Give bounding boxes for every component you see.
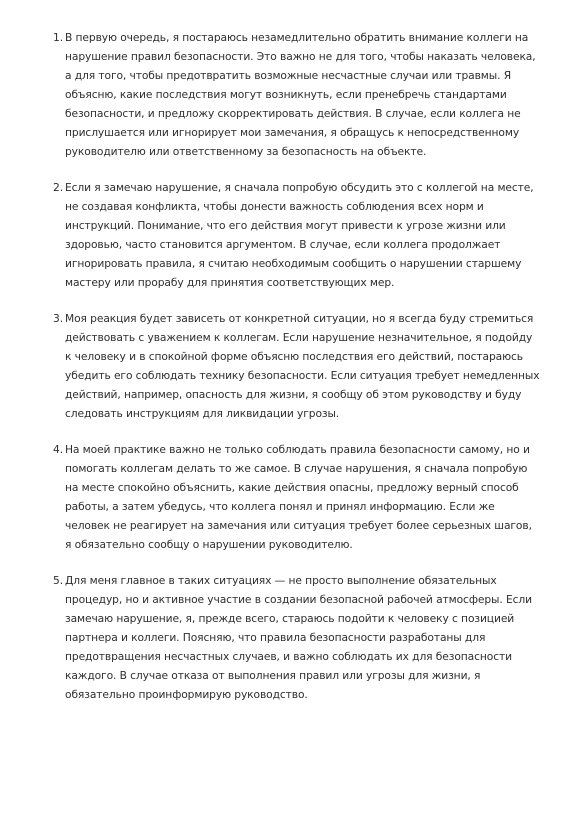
list-item-3 [53,309,541,423]
item-text: На моей практике важно не только соблюдать правила безопасности самому, но и помогать коллегам делать то же самое. В случае нарушения, я сначала попробую на месте спокойно объяснить, какие действия опасны, предложу верный способ работы, а затем убедусь, что коллега понял и принял информацию. Если же человек не реагирует на замечания или ситуация требует более серьезных шагов, я обязательно сообщу о нарушении руководителю. [65,443,532,551]
list-item-1 [53,28,541,161]
list-item-2 [53,178,541,292]
item-number: 4. [53,443,63,456]
item-number: 2. [53,181,63,194]
item-number: 5. [53,574,63,587]
item-text: Если я замечаю нарушение, я сначала попробую обсудить это с коллегой на месте, не создавая конфликта, чтобы донести важность соблюдения всех норм и инструкций. Понимание, что его действия могут привести к угрозе жизни или здоровью, часто становится аргументом. В случае, если коллега продолжает игнорировать правила, я считаю необходимым сообщить о нарушении старшему мастеру или прорабу для принятия соответствующих мер. [65,181,534,289]
list-item-4 [53,440,541,554]
answer-list [53,28,541,721]
item-text: В первую очередь, я постараюсь незамедлительно обратить внимание коллеги на нарушение правил безопасности. Это важно не для того, чтобы наказать человека, а для того, чтобы предотвратить возможные несчастные случаи или травмы. Я объясню, какие последствия могут возникнуть, если пренебречь стандартами безопасности, и предложу скорректировать действия. В случае, если коллега не прислушается или игнорирует мои замечания, я обращусь к непосредственному руководителю или ответственному за безопасность на объекте. [65,31,536,158]
item-text: Моя реакция будет зависеть от конкретной ситуации, но я всегда буду стремиться действовать с уважением к коллегам. Если нарушение незначительное, я подойду к человеку и в спокойной форме объясню последствия его действий, постараюсь убедить его соблюдать технику безопасности. Если ситуация требует немедленных действий, например, опасность для жизни, я сообщу об этом руководству и буду следовать инструкциям для ликвидации угрозы. [65,312,540,420]
item-number: 3. [53,312,63,325]
item-number: 1. [53,31,63,44]
list-item-5 [53,571,541,704]
item-text: Для меня главное в таких ситуациях — не просто выполнение обязательных процедур, но и активное участие в создании безопасной рабочей атмосферы. Если замечаю нарушение, я, прежде всего, стараюсь подойти к человеку с позицией партнера и коллеги. Поясняю, что правила безопасности разработаны для предотвращения несчастных случаев, и важно соблюдать их для безопасности каждого. В случае отказа от выполнения правил или угрозы для жизни, я обязательно проинформирую руководство. [65,574,532,701]
